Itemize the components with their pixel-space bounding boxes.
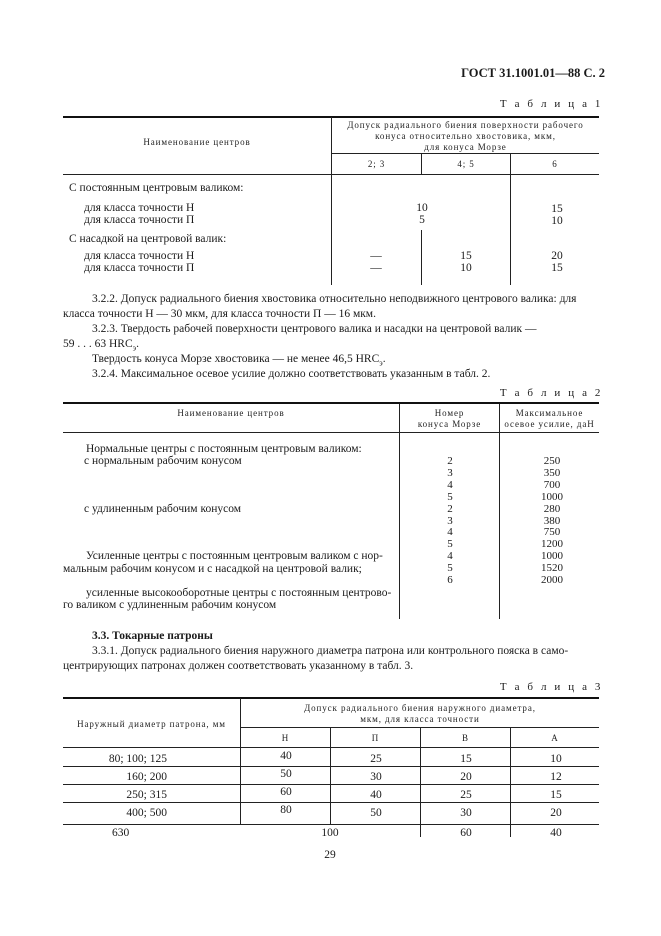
table3-body-divider-2 bbox=[420, 727, 421, 837]
table-cell: 30 bbox=[370, 771, 382, 783]
table-cell: 25 bbox=[460, 789, 472, 801]
table3-subcol-4: А bbox=[551, 733, 559, 743]
table-cell: 15 bbox=[550, 789, 562, 801]
table2-line: Усиленные центры с постоянным центровым валиком с нор- bbox=[86, 550, 383, 562]
table2-force-cell: 750 bbox=[543, 526, 561, 538]
table3-col-group: Допуск радиального биения наружного диаметра, мкм, для класса точности bbox=[304, 703, 536, 724]
table-cell: 40 bbox=[370, 789, 382, 801]
table-cell: — bbox=[370, 262, 382, 274]
table2-morse-cell: 2 bbox=[447, 455, 453, 467]
table-row: 250; 315 bbox=[126, 789, 167, 801]
table-cell: 40 bbox=[280, 750, 292, 762]
paragraph-3-2-3: 3.2.3. Твердость рабочей поверхности центрового валика и насадки на центровой валик — bbox=[92, 323, 537, 335]
table2-morse-cell: 4 bbox=[447, 479, 453, 491]
table2-morse-cell: 3 bbox=[447, 515, 453, 527]
table3-header-bottom bbox=[63, 747, 599, 748]
table2-line: мальным рабочим конусом и с насадкой на центровой валик; bbox=[63, 563, 362, 575]
table2-force-cell: 1520 bbox=[541, 562, 563, 574]
table2-morse-cell: 4 bbox=[447, 550, 453, 562]
table-cell: 15 bbox=[460, 753, 472, 765]
table-cell: 10 bbox=[460, 262, 472, 274]
table2-morse-cell: 4 bbox=[447, 526, 453, 538]
table-cell: 60 bbox=[280, 786, 292, 798]
table-cell: 15 bbox=[551, 203, 563, 215]
table-cell: 20 bbox=[551, 250, 563, 262]
table-row: 160; 200 bbox=[126, 771, 167, 783]
paragraph-3-2-2-cont: класса точности Н — 30 мкм, для класса точности П — 16 мкм. bbox=[63, 308, 376, 320]
table2-col-name: Наименование центров bbox=[177, 408, 285, 418]
table3-row-rule bbox=[63, 802, 599, 803]
table1-body-divider-c bbox=[510, 175, 511, 285]
table-cell: 80 bbox=[280, 804, 292, 816]
table3-caption: Т а б л и ц а 3 bbox=[499, 681, 603, 693]
table2-force-cell: 1000 bbox=[541, 550, 563, 562]
table-row: 400; 500 bbox=[126, 807, 167, 819]
table1-body-divider-b bbox=[421, 230, 422, 285]
paragraph-3-2-3-cont: 59 . . . 63 $HRC_э$. bbox=[63, 338, 139, 353]
table3-col-name: Наружный диаметр патрона, мм bbox=[77, 719, 226, 729]
table-cell: — bbox=[370, 250, 382, 262]
table3-top-border bbox=[63, 697, 599, 699]
table-row: для класса точности Н bbox=[84, 202, 195, 214]
table-row: 80; 100; 125 bbox=[108, 753, 167, 765]
table3-last-a: 40 bbox=[550, 827, 562, 839]
paragraph-3-3-1: 3.3.1. Допуск радиального биения наружного диаметра патрона или контрольного пояска в само- bbox=[92, 645, 569, 657]
table1-col-group: Допуск радиального биения поверхности рабочего конуса относительно хвостовика, мкм, для конуса Морзе bbox=[347, 120, 584, 152]
table2-caption: Т а б л и ц а 2 bbox=[499, 387, 603, 399]
table1-group1-title: С постоянным центровым валиком: bbox=[69, 182, 244, 194]
table3-last-diameter: 630 bbox=[112, 827, 130, 839]
table-cell: 15 bbox=[551, 262, 563, 274]
table3-subcol-2: П bbox=[371, 733, 380, 743]
table3-last-hp: 100 bbox=[321, 827, 339, 839]
table1-col-name: Наименование центров bbox=[143, 137, 251, 147]
table2-line: усиленные высокооборотные центры с постоянным центрово- bbox=[86, 587, 392, 599]
table-cell: 5 bbox=[419, 214, 425, 226]
table2-line: го валиком с удлиненным рабочим конусом bbox=[63, 599, 277, 611]
table2-morse-cell: 2 bbox=[447, 503, 453, 515]
table2-line: с удлиненным рабочим конусом bbox=[84, 503, 242, 515]
table2-morse-cell: 5 bbox=[447, 562, 453, 574]
table3-body-divider-0 bbox=[240, 748, 241, 825]
table3-body-divider-1 bbox=[330, 727, 331, 825]
table2-force-cell: 380 bbox=[543, 515, 561, 527]
table1-group2-title: С насадкой на центровой валик: bbox=[69, 233, 227, 245]
section-3-3-title: 3.3. Токарные патроны bbox=[92, 630, 213, 642]
table2-divider-2 bbox=[499, 404, 500, 619]
table-cell: 30 bbox=[460, 807, 472, 819]
table2-divider-1 bbox=[399, 404, 400, 619]
table-cell: 50 bbox=[280, 768, 292, 780]
table2-morse-cell: 3 bbox=[447, 467, 453, 479]
table2-line: с нормальным рабочим конусом bbox=[84, 455, 242, 467]
table2-col-force: Максимальное осевое усилие, даН bbox=[504, 408, 595, 429]
table2-top-border bbox=[63, 402, 599, 404]
table-cell: 15 bbox=[460, 250, 472, 262]
table3-subcol-1: Н bbox=[281, 733, 290, 743]
table2-header-bottom bbox=[63, 432, 599, 433]
table2-force-cell: 250 bbox=[543, 455, 561, 467]
table3-last-v: 60 bbox=[460, 827, 472, 839]
table3-row-rule bbox=[63, 784, 599, 785]
table-row: для класса точности Н bbox=[84, 250, 195, 262]
page-number: 29 bbox=[324, 849, 336, 861]
table-cell: 10 bbox=[550, 753, 562, 765]
table-cell: 10 bbox=[416, 202, 428, 214]
table-cell: 12 bbox=[550, 771, 562, 783]
table-cell: 50 bbox=[370, 807, 382, 819]
paragraph-3-2-3-hardness: Твердость конуса Морзе хвостовика — не менее 46,5 $HRC_э$. bbox=[92, 353, 386, 368]
table1-subcol-1: 2; 3 bbox=[367, 159, 386, 169]
table-cell: 25 bbox=[370, 753, 382, 765]
table2-morse-cell: 6 bbox=[447, 574, 453, 586]
table2-col-morse: Номер конуса Морзе bbox=[417, 408, 482, 429]
table2-morse-cell: 5 bbox=[447, 491, 453, 503]
table3-subcol-3: В bbox=[462, 733, 469, 743]
table-row: для класса точности П bbox=[84, 262, 195, 274]
table-row: для класса точности П bbox=[84, 214, 195, 226]
table2-force-cell: 700 bbox=[543, 479, 561, 491]
paragraph-3-2-4: 3.2.4. Максимальное осевое усилие должно соответствовать указанным в табл. 2. bbox=[92, 368, 491, 380]
table-cell: 20 bbox=[460, 771, 472, 783]
document-header: ГОСТ 31.1001.01—88 С. 2 bbox=[461, 66, 605, 80]
table2-morse-cell: 5 bbox=[447, 538, 453, 550]
table2-force-cell: 1000 bbox=[541, 491, 563, 503]
table3-body-divider-3 bbox=[510, 727, 511, 837]
table2-force-cell: 2000 bbox=[541, 574, 563, 586]
paragraph-3-2-2: 3.2.2. Допуск радиального биения хвостовика относительно неподвижного центрового валика: для bbox=[92, 293, 577, 305]
table1-subheader-rule bbox=[332, 153, 599, 154]
table-cell: 20 bbox=[550, 807, 562, 819]
table1-subcol-2: 4; 5 bbox=[457, 159, 475, 169]
table1-caption: Т а б л и ц а 1 bbox=[499, 98, 603, 110]
table-cell: 10 bbox=[551, 215, 563, 227]
table2-force-cell: 350 bbox=[543, 467, 561, 479]
table2-line: Нормальные центры с постоянным центровым валиком: bbox=[86, 443, 362, 455]
table1-body-divider-a bbox=[331, 175, 332, 285]
table2-force-cell: 1200 bbox=[541, 538, 563, 550]
table3-row-rule bbox=[63, 766, 599, 767]
paragraph-3-3-1-cont: центрирующих патронах должен соответствовать указанному в табл. 3. bbox=[63, 660, 414, 672]
table1-subcol-3: 6 bbox=[552, 159, 558, 169]
table2-force-cell: 280 bbox=[543, 503, 561, 515]
table3-bottom-rule bbox=[63, 824, 599, 825]
